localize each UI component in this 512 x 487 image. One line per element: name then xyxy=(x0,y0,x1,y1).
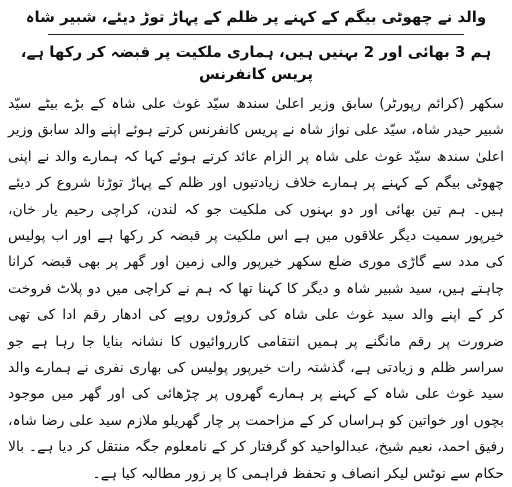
headline: والد نے چھوٹی بیگم کے کہنے پر ظلم کے پہاڑ توڑ دیئے، شبیر شاہ xyxy=(25,8,487,26)
headline-divider xyxy=(48,34,464,35)
article-body: سکھر (کرائم رپورٹر) سابق وزیر اعلیٰ سندھ سیّد غوث علی شاہ کے بڑے بیٹے سیّد شبیر حیدر شاہ، سیّد علی نواز شاہ نے پریس کانفرنس کرتے ہوئے اپنے والد سابق وزیر اعلیٰ سندھ سیّد غوث علی شاہ پر الزام عائد کرتے ہوئے کہا کہ ہمارے والد نے اپنی چھوٹی بیگم کے کہنے پر ہمارے خلاف زیادتیوں اور ظلم کے پہاڑ توڑنا شروع کر دیئے ہیں۔ ہم تین بھائی اور دو بہنوں کی ملکیت جو کہ لندن، کراچی رحیم یار خان، خیرپور سمیت دیگر علاقوں میں ہے اس ملکیت پر قبضہ کر رکھا ہے اور اب پولیس کی مدد سے گاڑی موری ضلع سکھر خیرپور والی زمین اور گھر پر بھی قبضہ کرانا چاہتے ہیں، سید شبیر شاہ و دیگر کا کہنا تھا کہ ہم نے کراچی میں دو پلاٹ فروخت کر کے اپنے والد سید غوث علی شاہ کی کروڑوں روپے کی ادھار رقم ادا کی تھی ضرورت پر رقم مانگنے پر ہمیں انتقامی کارروائیوں کا نشانہ بنایا جا رہا ہے جو سراسر ظلم و زیادتی ہے، گذشتہ رات خیرپور پولیس کی بھاری نفری نے ہمارے والد سید غوث علی شاہ کے کہنے پر ہمارے گھروں پر چڑھائی کی اور گھر میں موجود بچوں اور خواتین کو ہراساں کر کے مزاحمت پر چار گھریلو ملازم سید علی رضا شاہ، رفیق احمد، نعیم شیخ، عبدالواحید کو گرفتار کر کے نامعلوم جگہ منتقل کر دیا ہے۔ بالا حکام سے نوٹس لیکر انصاف و تحفظ فراہمی کا پر زور مطالبہ کیا ہے۔ xyxy=(8,96,504,482)
subheadline: ہم 3 بھائی اور 2 بہنیں ہیں، ہماری ملکیت پر قبضہ کر رکھا ہے، پریس کانفرنس xyxy=(20,43,492,83)
